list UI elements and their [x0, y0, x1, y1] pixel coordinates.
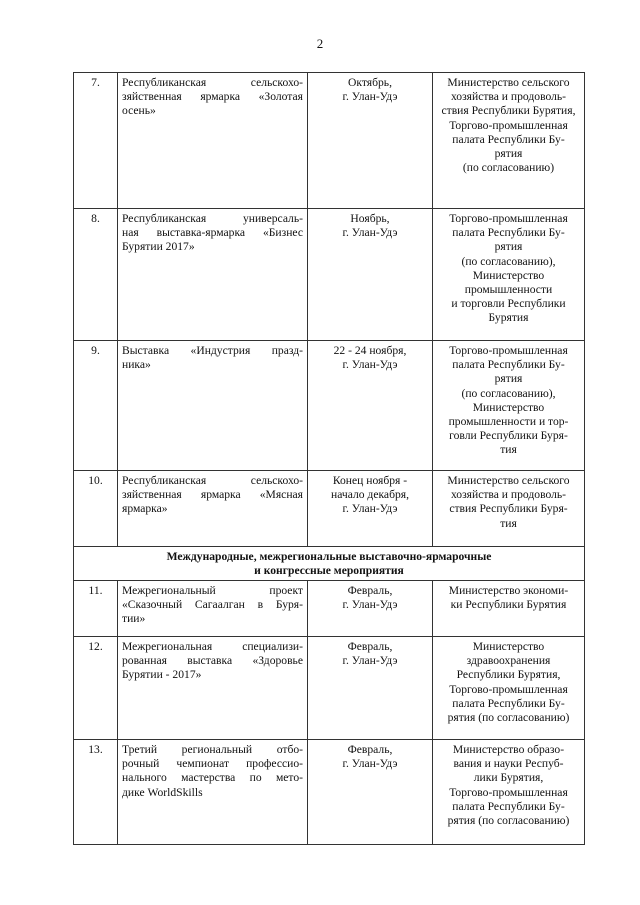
- event-name: [118, 73, 308, 209]
- text-line: Межрегиональная специализи-: [122, 640, 303, 653]
- text-line: Торгово-промышленная: [449, 118, 568, 132]
- text-line: рованная выставка «Здоровье: [122, 654, 303, 668]
- text-line: Конец ноября -: [332, 474, 408, 487]
- event-date: [308, 581, 433, 637]
- text-line: осень»: [122, 104, 156, 118]
- text-line: (по согласованию): [462, 161, 555, 175]
- text-line: начало декабря,: [330, 488, 410, 502]
- event-name: [118, 740, 308, 845]
- text-line: хозяйства и продоволь-: [450, 90, 567, 104]
- table-row: [74, 471, 585, 547]
- text-line: Министерство образо-: [452, 743, 565, 756]
- text-line: Министерство сельского: [447, 474, 570, 487]
- text-line: Октябрь,: [348, 76, 392, 89]
- text-line: и торговли Республики: [451, 297, 566, 311]
- text-line: ная выставка-ярмарка «Бизнес: [122, 226, 303, 240]
- text-line: Февраль,: [347, 640, 393, 653]
- text-line: тии»: [122, 612, 146, 626]
- text-line: тия: [500, 443, 517, 457]
- text-line: хозяйства и продоволь-: [450, 488, 567, 502]
- text-line: промышленности и тор-: [448, 415, 569, 429]
- text-line: Международные, межрегиональные выставочно-ярмарочные: [166, 550, 492, 563]
- event-organizer: [433, 637, 585, 740]
- text-line: говли Республики Буря-: [449, 429, 568, 443]
- text-line: ствия Республики Бурятия,: [441, 104, 576, 118]
- row-number: 11.: [74, 581, 118, 637]
- event-organizer: [433, 581, 585, 637]
- table-row: [74, 581, 585, 637]
- text-line: рятия (по согласованию): [447, 711, 570, 725]
- events-table: [73, 72, 585, 845]
- text-line: Республиканская сельскохо-: [122, 474, 303, 487]
- text-line: г. Улан-Удэ: [342, 654, 398, 668]
- text-line: Бурятии 2017»: [122, 240, 195, 254]
- event-name: [118, 341, 308, 471]
- text-line: палата Республики Бу-: [452, 132, 565, 146]
- event-organizer: [433, 73, 585, 209]
- text-line: тия: [500, 516, 517, 530]
- table-row: [74, 73, 585, 209]
- event-name: [118, 581, 308, 637]
- text-line: Торгово-промышленная: [449, 682, 568, 696]
- text-line: г. Улан-Удэ: [342, 598, 398, 612]
- row-number: 13.: [74, 740, 118, 845]
- text-line: вания и науки Респуб-: [453, 757, 564, 771]
- text-line: палата Республики Бу-: [452, 696, 565, 710]
- text-line: Торгово-промышленная: [449, 212, 568, 225]
- text-line: (по согласованию),: [461, 254, 556, 268]
- text-line: Республиканская сельскохо-: [122, 76, 303, 89]
- event-date: [308, 73, 433, 209]
- event-name: [118, 637, 308, 740]
- table-row: [74, 740, 585, 845]
- text-line: Ноябрь,: [350, 212, 390, 225]
- text-line: ствия Республики Буря-: [449, 502, 568, 516]
- text-line: здравоохранения: [466, 654, 551, 668]
- text-line: и конгрессные мероприятия: [254, 564, 404, 578]
- text-line: Министерство экономи-: [448, 584, 569, 597]
- text-line: Межрегиональный проект: [122, 584, 303, 597]
- text-line: Февраль,: [347, 584, 393, 597]
- section-header-row: [74, 547, 585, 581]
- text-line: ки Республики Бурятия: [450, 598, 567, 612]
- text-line: рятия: [494, 147, 523, 161]
- text-line: рятия (по согласованию): [447, 814, 570, 828]
- text-line: г. Улан-Удэ: [342, 226, 398, 240]
- text-line: г. Улан-Удэ: [342, 502, 398, 516]
- text-line: Министерство: [472, 400, 545, 414]
- event-organizer: [433, 740, 585, 845]
- text-line: Республиканская универсаль-: [122, 212, 303, 225]
- text-line: ярмарка»: [122, 502, 168, 516]
- text-line: промышленности: [464, 283, 553, 297]
- text-line: г. Улан-Удэ: [342, 757, 398, 771]
- text-line: ника»: [122, 358, 151, 372]
- text-line: 22 - 24 ноября,: [333, 344, 407, 357]
- row-number: 9.: [74, 341, 118, 471]
- event-name: [118, 471, 308, 547]
- text-line: палата Республики Бу-: [452, 226, 565, 240]
- text-line: Торгово-промышленная: [449, 785, 568, 799]
- event-name: [118, 209, 308, 341]
- text-line: Торгово-промышленная: [449, 344, 568, 357]
- text-line: Третий региональный отбо-: [122, 743, 303, 756]
- event-organizer: [433, 209, 585, 341]
- text-line: Выставка «Индустрия празд-: [122, 344, 303, 357]
- text-line: рятия: [494, 240, 523, 254]
- event-date: [308, 209, 433, 341]
- event-date: [308, 471, 433, 547]
- table-row: [74, 341, 585, 471]
- text-line: нального мастерства по мето-: [122, 771, 303, 785]
- table-row: [74, 209, 585, 341]
- text-line: зяйственная ярмарка «Мясная: [122, 488, 303, 502]
- text-line: рятия: [494, 372, 523, 386]
- text-line: лики Бурятия,: [473, 771, 544, 785]
- event-organizer: [433, 341, 585, 471]
- row-number: 12.: [74, 637, 118, 740]
- event-date: [308, 341, 433, 471]
- text-line: Бурятия: [488, 311, 529, 325]
- text-line: Февраль,: [347, 743, 393, 756]
- text-line: Министерство сельского: [447, 76, 570, 89]
- text-line: Министерство: [472, 268, 545, 282]
- event-organizer: [433, 471, 585, 547]
- text-line: г. Улан-Удэ: [342, 358, 398, 372]
- section-header: [74, 547, 585, 581]
- text-line: «Сказочный Сагаалган в Буря-: [122, 598, 303, 612]
- row-number: 8.: [74, 209, 118, 341]
- text-line: (по согласованию),: [461, 386, 556, 400]
- text-line: рочный чемпионат профессио-: [122, 757, 303, 771]
- text-line: Министерство: [472, 640, 545, 653]
- row-number: 7.: [74, 73, 118, 209]
- text-line: Республики Бурятия,: [456, 668, 561, 682]
- text-line: зяйственная ярмарка «Золотая: [122, 90, 303, 104]
- row-number: 10.: [74, 471, 118, 547]
- table-row: [74, 637, 585, 740]
- event-date: [308, 637, 433, 740]
- text-line: Бурятии - 2017»: [122, 668, 202, 682]
- event-date: [308, 740, 433, 845]
- text-line: г. Улан-Удэ: [342, 90, 398, 104]
- text-line: палата Республики Бу-: [452, 799, 565, 813]
- page-number: 2: [316, 36, 324, 51]
- text-line: палата Республики Бу-: [452, 358, 565, 372]
- text-line: дике WorldSkills: [122, 785, 203, 799]
